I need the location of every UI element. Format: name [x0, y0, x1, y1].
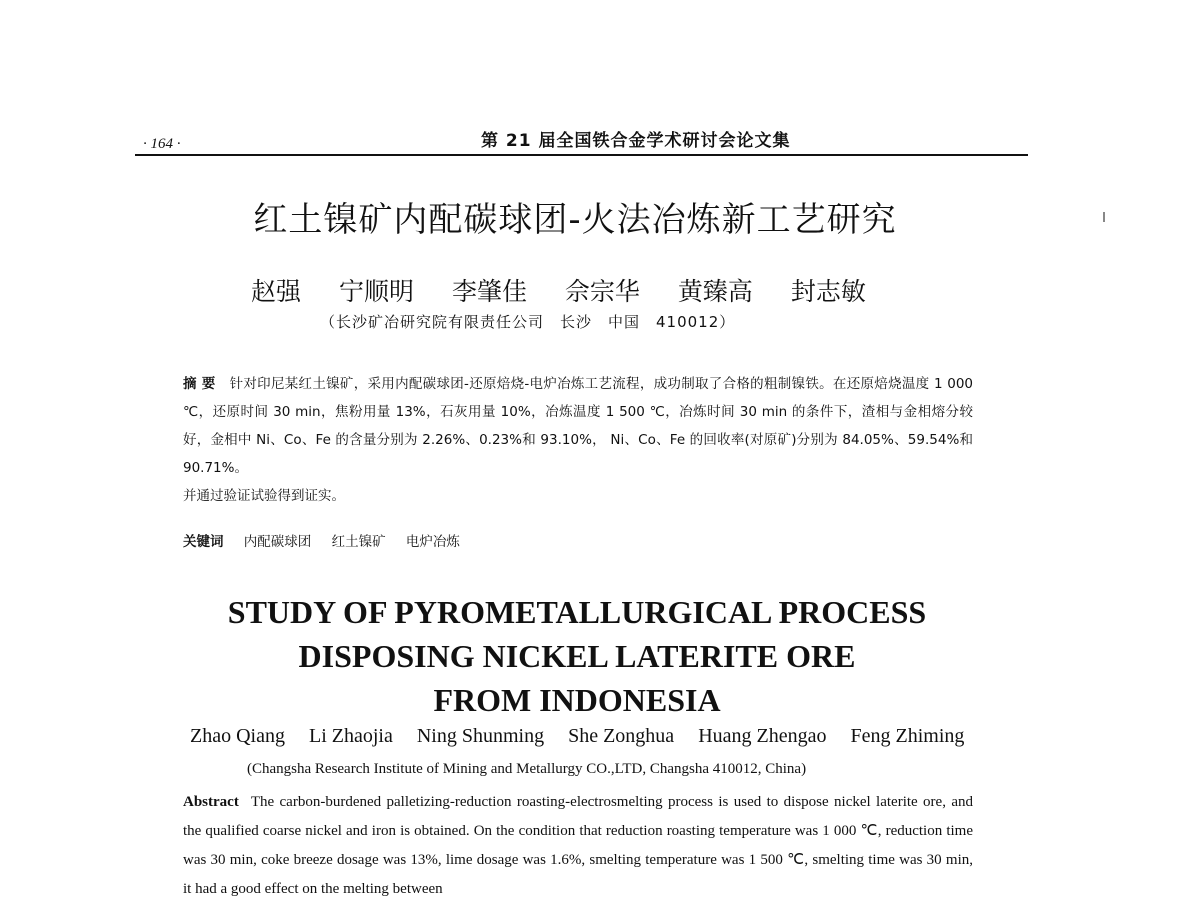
english-author: She Zonghua — [568, 725, 675, 747]
chinese-keyword: 电炉冶炼 — [405, 534, 460, 550]
chinese-keywords — [183, 530, 476, 550]
english-title-line: DISPOSING NICKEL LATERITE ORE — [298, 638, 856, 674]
chinese-abstract-label: 摘 要 — [183, 376, 216, 392]
english-author: Ning Shunming — [416, 725, 545, 747]
english-authors — [190, 725, 983, 748]
chinese-keyword: 内配碳球团 — [243, 534, 312, 550]
english-title-line: STUDY OF PYROMETALLURGICAL PROCESS — [227, 594, 927, 630]
chinese-author: 佘宗华 — [564, 277, 640, 306]
chinese-title: 红土镍矿内配碳球团-火法冶炼新工艺研究 — [253, 200, 897, 240]
chinese-keywords-label: 关键词 — [183, 534, 224, 550]
english-abstract-text: The carbon-burdened palletizing-reduction roasting-electrosmelting process is used to dispose nickel laterite ore, and the qualified coarse nickel and iron is obtained. On the condition that reduction roasting temperature was 1 000 ℃, reduction time was 30 min, coke breeze dosage was 13%, lime dosage was 1.6%, smelting temperature was 1 500 ℃, smelting time was 30 min, it had a good effect on the melting between — [183, 794, 973, 897]
chinese-author: 封志敏 — [790, 277, 866, 306]
english-affiliation: (Changsha Research Institute of Mining and Metallurgy CO.,LTD, Changsha 410012, China) — [247, 761, 807, 777]
chinese-author: 李肇佳 — [451, 277, 527, 306]
english-abstract-label: Abstract — [183, 794, 239, 810]
english-abstract — [183, 788, 973, 904]
chinese-keyword: 红土镍矿 — [331, 534, 386, 550]
chinese-abstract-text: 针对印尼某红土镍矿，采用内配碳球团-还原焙烧-电炉冶炼工艺流程，成功制取了合格的粗制镍铁。在还原焙烧温度 1 000 ℃，还原时间 30 min，焦粉用量 13%，石灰用量 10%，冶炼温度 1 500 ℃，冶炼时间 30 min 的条件下，渣相与金相熔分较好，金相中 Ni、Co、Fe 的含量分别为 2.26%、0.23%和 93.10%， Ni、Co、Fe 的回收率(对原矿)分别为 84.05%、59.54%和 90.71%。 — [183, 376, 973, 476]
english-title-line: FROM INDONESIA — [433, 682, 721, 718]
english-author: Zhao Qiang — [190, 725, 285, 747]
english-author: Huang Zhengao — [698, 725, 827, 747]
chinese-author: 赵强 — [251, 277, 302, 306]
english-author: Feng Zhiming — [850, 725, 965, 747]
english-author: Li Zhaojia — [308, 725, 393, 747]
chinese-author: 宁顺明 — [338, 277, 414, 306]
chinese-author: 黄臻高 — [677, 277, 753, 306]
chinese-affiliation: （长沙矿冶研究院有限责任公司 长沙 中国 410012） — [320, 313, 736, 331]
english-title — [0, 590, 1154, 722]
running-header — [135, 124, 1028, 156]
chinese-abstract-text-2: 并通过验证试验得到证实。 — [183, 488, 345, 504]
journal-name: 第 21 届全国铁合金学术研讨会论文集 — [481, 131, 791, 151]
chinese-authors — [251, 272, 896, 308]
page-number: · 164 · — [143, 136, 181, 152]
chinese-abstract — [183, 370, 973, 510]
